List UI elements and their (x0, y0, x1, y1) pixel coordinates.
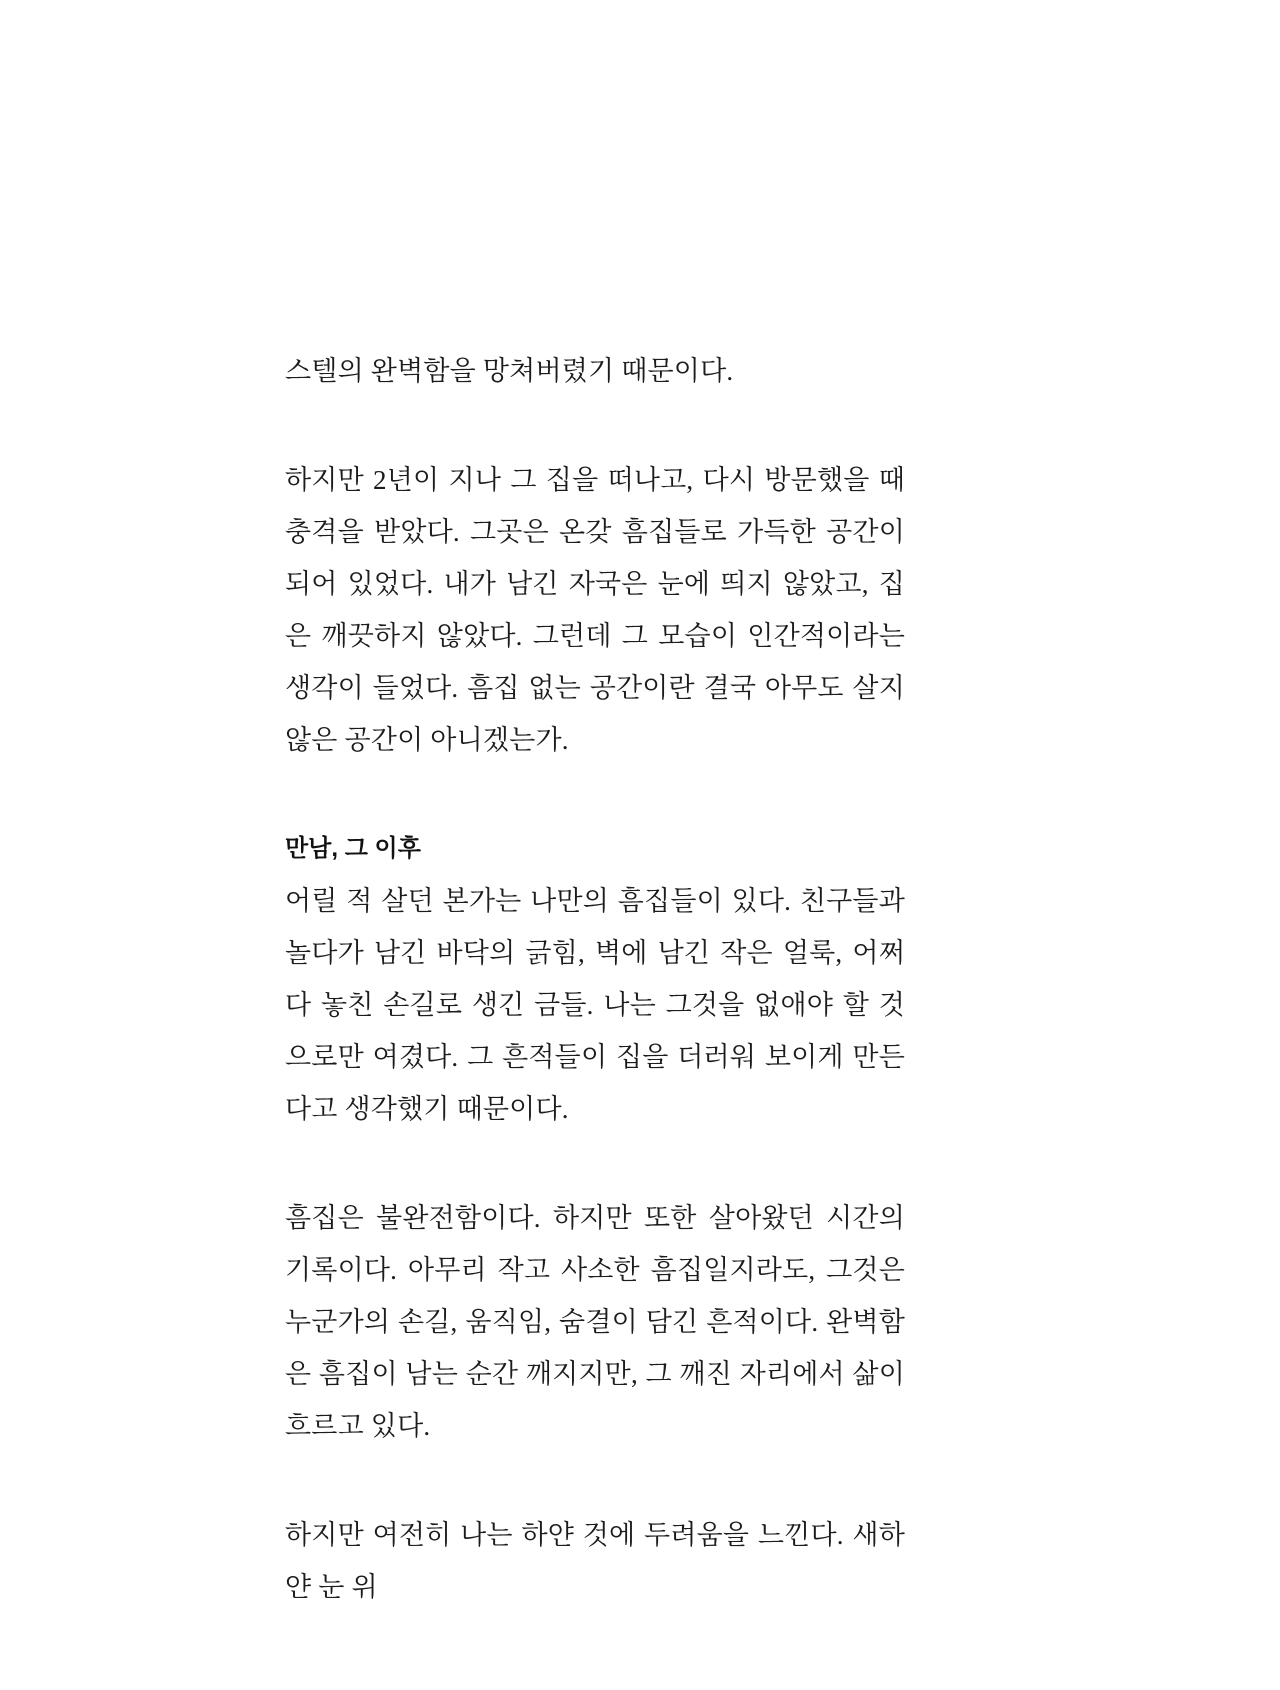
paragraph: 흠집은 불완전함이다. 하지만 또한 살아왔던 시간의 기록이다. 아무리 작고 사소한 흠집일지라도, 그것은 누군가의 손길, 움직임, 숨결이 담긴 흔적이다. 완벽함은 흠집이 남는 순간 깨지지만, 그 깨진 자리에서 삶이 흐르고 있다. (285, 1203, 905, 1441)
paragraph-cutoff: 하지만 여전히 나는 하얀 것에 두려움을 느낀다. 새하얀 눈 위 (285, 1520, 905, 1602)
paragraph: 어릴 적 살던 본가는 나만의 흠집들이 있다. 친구들과 놀다가 남긴 바닥의 긁힘, 벽에 남긴 작은 얼룩, 어쩌다 놓친 손길로 생긴 금들. 나는 그것을 없애야 할 것으로만 여겼다. 그 흔적들이 집을 더러워 보이게 만든다고 생각했기 때문이다. (285, 886, 905, 1124)
paragraph-continuation: 스텔의 완벽함을 망쳐버렸기 때문이다. (285, 356, 734, 386)
paragraph: 하지만 2년이 지나 그 집을 떠나고, 다시 방문했을 때 충격을 받았다. 그곳은 온갖 흠집들로 가득한 공간이 되어 있었다. 내가 남긴 자국은 눈에 띄지 않았고, 집은 깨끗하지 않았다. 그런데 그 모습이 인간적이라는 생각이 들었다. 흠집 없는 공간이란 결국 아무도 살지 않은 공간이 아니겠는가. (285, 465, 905, 755)
section-heading: 만남, 그 이후 (285, 835, 421, 862)
